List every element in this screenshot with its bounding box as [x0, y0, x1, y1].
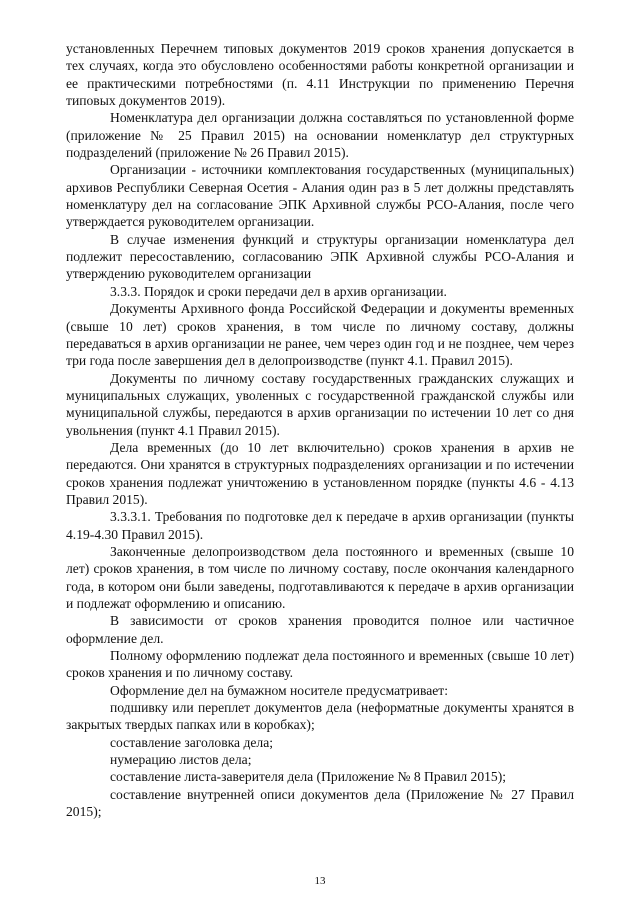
paragraph: Документы по личному составу государственных гражданских служащих и муниципальных служащих, уволенных с государственной гражданской службы или муниципальной службы, передаются в архив организации по истечении 10 лет со дня увольнения (пункт 4.1 Правил 2015). [66, 370, 574, 438]
list-item: составление внутренней описи документов дела (Приложение № 27 Правил 2015); [66, 786, 574, 820]
page-number: 13 [314, 875, 326, 887]
list-item: нумерацию листов дела; [110, 752, 252, 768]
paragraph: В зависимости от сроков хранения проводится полное или частичное оформление дел. [66, 613, 574, 646]
paragraph: Организации - источники комплектования государственных (муниципальных) архивов Республики Северная Осетия - Алания один раз в 5 лет должны представлять номенклатуру дел на согласование ЭПК Архивной службы РСО-Алания, после чего утверждается руководителем организации. [66, 162, 574, 230]
paragraph: Оформление дел на бумажном носителе предусматривает: [110, 682, 448, 698]
paragraph: установленных Перечнем типовых документов 2019 сроков хранения допускается в тех случаях, когда это обусловлено особенностями работы конкретной организации и ее практическими потребностями (п. 4.11 Инструкции по применению Перечня типовых документов 2019). [66, 41, 574, 109]
section-heading: 3.3.3.1. Требования по подготовке дел к передаче в архив организации (пункты 4.19-4.30 Правил 2015). [66, 509, 574, 542]
list-item: составление заголовка дела; [110, 734, 274, 750]
paragraph: Документы Архивного фонда Российской Федерации и документы временных (свыше 10 лет) сроков хранения, в том числе по личному составу, должны передаваться в архив организации не ранее, чем через один год и не позднее, чем через три года после завершения дел в делопроизводстве (пункт 4.1. Правил 2015). [66, 301, 574, 369]
paragraph: Законченные делопроизводством дела постоянного и временных (свыше 10 лет) сроков хранения, в том числе по личному составу, после окончания календарного года, в котором они были заведены, подготавливаются к передаче в архив организации и подлежат оформлению и описанию. [66, 543, 574, 611]
paragraph: Дела временных (до 10 лет включительно) сроков хранения в архив не передаются. Они хранятся в структурных подразделениях организации и по истечении сроков хранения подлежат уничтожению в установленном порядке (пункты 4.6 - 4.13 Правил 2015). [66, 439, 574, 507]
list-item: составление листа-заверителя дела (Приложение № 8 Правил 2015); [110, 769, 507, 785]
paragraph: В случае изменения функций и структуры организации номенклатура дел подлежит пересоставлению, согласованию ЭПК Архивной службы РСО-Алания и утверждению руководителем организации [66, 231, 574, 282]
paragraph: Номенклатура дел организации должна составляться по установленной форме (приложение № 25 Правил 2015) на основании номенклатур дел структурных подразделений (приложение № 26 Правил 2015). [66, 110, 574, 161]
section-heading: 3.3.3. Порядок и сроки передачи дел в архив организации. [110, 283, 447, 299]
body-text [66, 40, 574, 820]
list-item: подшивку или переплет документов дела (неформатные документы хранятся в закрытых твердых папках или в коробках); [66, 700, 574, 733]
paragraph: Полному оформлению подлежат дела постоянного и временных (свыше 10 лет) сроков хранения и по личному составу. [66, 648, 574, 681]
